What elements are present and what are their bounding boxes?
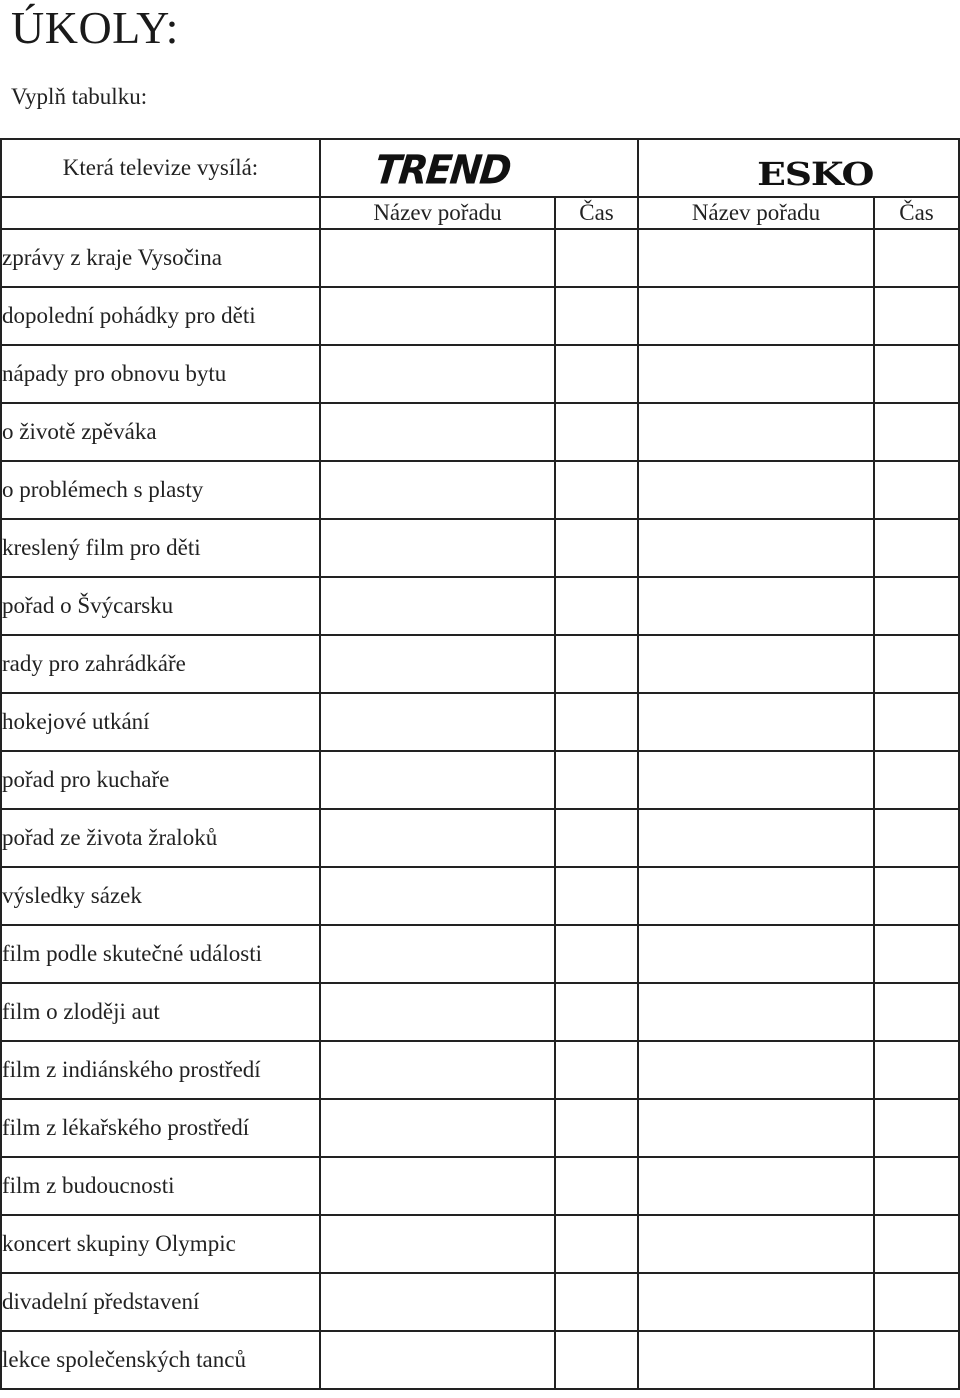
esko-time-cell[interactable]	[874, 1157, 959, 1215]
esko-logo: ESKO	[757, 155, 874, 193]
trend-name-cell[interactable]	[320, 925, 555, 983]
trend-name-cell[interactable]	[320, 403, 555, 461]
esko-name-cell[interactable]	[638, 925, 874, 983]
row-label: film podle skutečné události	[1, 925, 320, 983]
esko-name-cell[interactable]	[638, 1157, 874, 1215]
table-row	[1, 345, 959, 403]
trend-logo: TREND	[372, 146, 512, 194]
trend-time-cell[interactable]	[555, 867, 638, 925]
trend-time-cell[interactable]	[555, 1099, 638, 1157]
table-row	[1, 751, 959, 809]
subheader-trend-time: Čas	[555, 197, 638, 229]
esko-time-cell[interactable]	[874, 983, 959, 1041]
trend-time-cell[interactable]	[555, 287, 638, 345]
trend-name-cell[interactable]	[320, 229, 555, 287]
row-label: divadelní představení	[1, 1273, 320, 1331]
esko-time-cell[interactable]	[874, 345, 959, 403]
esko-name-cell[interactable]	[638, 1041, 874, 1099]
trend-name-cell[interactable]	[320, 693, 555, 751]
table-row	[1, 867, 959, 925]
row-label: zprávy z kraje Vysočina	[1, 229, 320, 287]
esko-name-cell[interactable]	[638, 345, 874, 403]
row-label: kreslený film pro děti	[1, 519, 320, 577]
esko-name-cell[interactable]	[638, 287, 874, 345]
esko-time-cell[interactable]	[874, 809, 959, 867]
esko-time-cell[interactable]	[874, 1099, 959, 1157]
esko-name-cell[interactable]	[638, 983, 874, 1041]
table-row	[1, 1331, 959, 1389]
trend-name-cell[interactable]	[320, 461, 555, 519]
table-row	[1, 1273, 959, 1331]
table-row	[1, 693, 959, 751]
table-header-row	[1, 139, 959, 197]
esko-name-cell[interactable]	[638, 867, 874, 925]
trend-name-cell[interactable]	[320, 1099, 555, 1157]
question-header: Která televize vysílá:	[1, 139, 320, 197]
row-label: dopolední pohádky pro děti	[1, 287, 320, 345]
esko-time-cell[interactable]	[874, 403, 959, 461]
row-label: nápady pro obnovu bytu	[1, 345, 320, 403]
esko-time-cell[interactable]	[874, 229, 959, 287]
table-row	[1, 229, 959, 287]
esko-name-cell[interactable]	[638, 635, 874, 693]
table-row	[1, 1099, 959, 1157]
trend-name-cell[interactable]	[320, 1273, 555, 1331]
esko-name-cell[interactable]	[638, 809, 874, 867]
table-row	[1, 403, 959, 461]
table-row	[1, 925, 959, 983]
esko-name-cell[interactable]	[638, 577, 874, 635]
trend-name-cell[interactable]	[320, 519, 555, 577]
trend-time-cell[interactable]	[555, 635, 638, 693]
instruction-text: Vyplň tabulku:	[11, 84, 148, 109]
trend-name-cell[interactable]	[320, 1157, 555, 1215]
esko-time-cell[interactable]	[874, 1331, 959, 1389]
trend-name-cell[interactable]	[320, 345, 555, 403]
trend-time-cell[interactable]	[555, 1273, 638, 1331]
esko-name-cell[interactable]	[638, 1099, 874, 1157]
esko-time-cell[interactable]	[874, 1273, 959, 1331]
subheader-esko-time: Čas	[874, 197, 959, 229]
esko-name-cell[interactable]	[638, 1215, 874, 1273]
trend-name-cell[interactable]	[320, 1215, 555, 1273]
row-label: výsledky sázek	[1, 867, 320, 925]
row-label: pořad ze života žraloků	[1, 809, 320, 867]
table-row	[1, 983, 959, 1041]
trend-name-cell[interactable]	[320, 867, 555, 925]
table-row	[1, 1157, 959, 1215]
trend-name-cell[interactable]	[320, 809, 555, 867]
trend-time-cell[interactable]	[555, 809, 638, 867]
trend-time-cell[interactable]	[555, 1215, 638, 1273]
trend-time-cell[interactable]	[555, 345, 638, 403]
row-label: o životě zpěváka	[1, 403, 320, 461]
row-label: film z indiánského prostředí	[1, 1041, 320, 1099]
trend-name-cell[interactable]	[320, 983, 555, 1041]
esko-time-cell[interactable]	[874, 925, 959, 983]
trend-time-cell[interactable]	[555, 519, 638, 577]
trend-name-cell[interactable]	[320, 1041, 555, 1099]
esko-time-cell[interactable]	[874, 461, 959, 519]
channel-header-trend	[320, 139, 638, 197]
row-label: o problémech s plasty	[1, 461, 320, 519]
table-row	[1, 461, 959, 519]
trend-name-cell[interactable]	[320, 577, 555, 635]
trend-name-cell[interactable]	[320, 287, 555, 345]
esko-name-cell[interactable]	[638, 1331, 874, 1389]
esko-time-cell[interactable]	[874, 519, 959, 577]
esko-time-cell[interactable]	[874, 287, 959, 345]
esko-time-cell[interactable]	[874, 751, 959, 809]
trend-time-cell[interactable]	[555, 229, 638, 287]
trend-name-cell[interactable]	[320, 1331, 555, 1389]
row-label: film o zloději aut	[1, 983, 320, 1041]
trend-time-cell[interactable]	[555, 925, 638, 983]
task-table	[0, 138, 960, 1390]
table-row	[1, 577, 959, 635]
trend-time-cell[interactable]	[555, 983, 638, 1041]
table-row	[1, 635, 959, 693]
esko-time-cell[interactable]	[874, 577, 959, 635]
esko-name-cell[interactable]	[638, 519, 874, 577]
trend-time-cell[interactable]	[555, 1157, 638, 1215]
trend-time-cell[interactable]	[555, 577, 638, 635]
row-label: pořad pro kuchaře	[1, 751, 320, 809]
channel-header-esko	[638, 139, 959, 197]
esko-time-cell[interactable]	[874, 1215, 959, 1273]
esko-name-cell[interactable]	[638, 403, 874, 461]
esko-name-cell[interactable]	[638, 461, 874, 519]
esko-time-cell[interactable]	[874, 867, 959, 925]
trend-time-cell[interactable]	[555, 403, 638, 461]
table-row	[1, 809, 959, 867]
row-label: film z budoucnosti	[1, 1157, 320, 1215]
subheader-blank	[1, 197, 320, 229]
subheader-esko-name: Název pořadu	[638, 197, 874, 229]
table-row	[1, 287, 959, 345]
row-label: rady pro zahrádkáře	[1, 635, 320, 693]
table-row	[1, 519, 959, 577]
esko-time-cell[interactable]	[874, 635, 959, 693]
esko-name-cell[interactable]	[638, 1273, 874, 1331]
trend-time-cell[interactable]	[555, 751, 638, 809]
esko-name-cell[interactable]	[638, 693, 874, 751]
esko-time-cell[interactable]	[874, 1041, 959, 1099]
subheader-trend-name: Název pořadu	[320, 197, 555, 229]
row-label: koncert skupiny Olympic	[1, 1215, 320, 1273]
esko-time-cell[interactable]	[874, 693, 959, 751]
table-row	[1, 1041, 959, 1099]
esko-name-cell[interactable]	[638, 751, 874, 809]
row-label: pořad o Švýcarsku	[1, 577, 320, 635]
table-row	[1, 1215, 959, 1273]
trend-time-cell[interactable]	[555, 1041, 638, 1099]
trend-name-cell[interactable]	[320, 635, 555, 693]
page-title: ÚKOLY:	[11, 2, 179, 53]
trend-time-cell[interactable]	[555, 461, 638, 519]
table-subheader-row	[1, 197, 959, 229]
row-label: film z lékařského prostředí	[1, 1099, 320, 1157]
row-label: hokejové utkání	[1, 693, 320, 751]
trend-time-cell[interactable]	[555, 1331, 638, 1389]
trend-time-cell[interactable]	[555, 693, 638, 751]
row-label: lekce společenských tanců	[1, 1331, 320, 1389]
esko-name-cell[interactable]	[638, 229, 874, 287]
trend-name-cell[interactable]	[320, 751, 555, 809]
